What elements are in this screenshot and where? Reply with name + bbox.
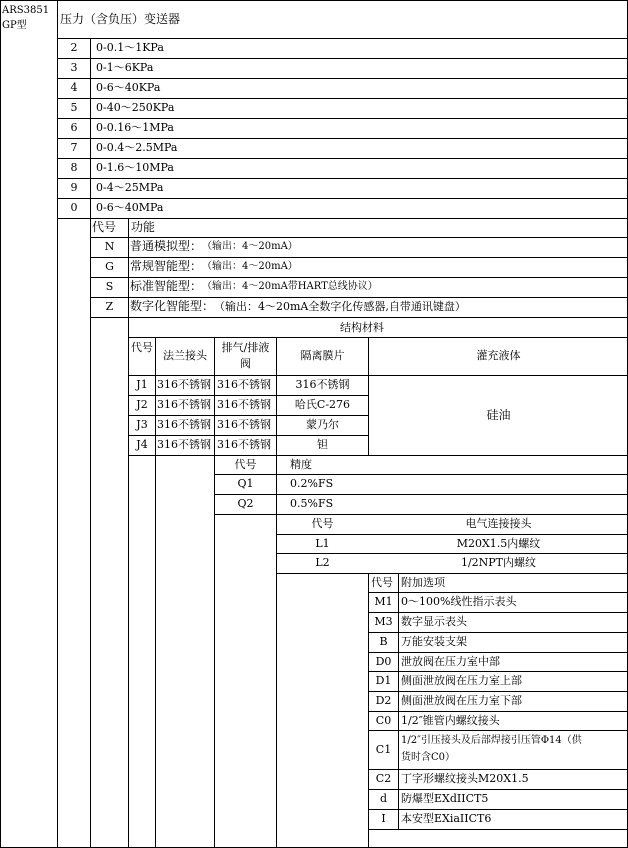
electrical-code: L2 [315, 556, 330, 569]
option-text: 0～100%线性指示表头 [401, 595, 517, 608]
function-code-header: 代号 [92, 220, 117, 234]
divider [368, 829, 628, 830]
divider [57, 158, 628, 159]
material-flange: 316不锈钢 [157, 398, 211, 411]
option-text-line2: 货时含C0） [401, 752, 456, 763]
divider [90, 317, 628, 318]
material-flange: 316不锈钢 [157, 378, 211, 391]
range-value: 0-6～40KPa [96, 81, 161, 94]
material-vent: 316不锈钢 [217, 418, 271, 431]
function-label: 标准智能型： [130, 279, 203, 293]
electrical-value: M20X1.5内螺纹 [456, 537, 541, 550]
range-value: 0-1.6～10MPa [96, 161, 174, 174]
range-code: 7 [70, 141, 78, 154]
divider [90, 277, 628, 278]
function-output: （输出：4～20mA全数字化传感器,自带通讯键盘） [214, 300, 466, 313]
divider [368, 671, 628, 672]
option-text: 1/2″锥管内螺纹接头 [401, 714, 500, 727]
option-text: 泄放阀在压力室中部 [401, 655, 500, 668]
material-diaphragm: 蒙乃尔 [306, 418, 339, 431]
range-code: 9 [70, 181, 78, 194]
divider [57, 118, 628, 119]
range-value: 0-0.4～2.5MPa [96, 141, 178, 154]
divider [128, 395, 368, 396]
divider [57, 198, 628, 199]
divider [368, 612, 628, 613]
material-diaphragm: 316不锈钢 [295, 378, 350, 391]
divider [57, 58, 628, 59]
option-code: I [381, 812, 386, 825]
material-diaphragm: 钽 [317, 438, 328, 451]
range-value: 0-40～250KPa [96, 101, 175, 114]
divider [368, 789, 628, 790]
option-text: 1/2″引压接头及后部焊接引压管Φ14（供 [401, 735, 582, 746]
accuracy-header: 精度 [290, 458, 312, 471]
option-code: M1 [374, 595, 393, 608]
option-code: B [379, 635, 388, 648]
option-code: D0 [375, 655, 392, 668]
option-text: 丁字形螺纹接头M20X1.5 [401, 772, 529, 785]
option-code: C1 [375, 743, 392, 756]
divider [368, 711, 628, 712]
function-label: 常规智能型： [130, 259, 203, 273]
electrical-code-header: 代号 [311, 517, 334, 530]
material-vent: 316不锈钢 [217, 398, 271, 411]
divider [368, 730, 628, 731]
model-type: GP型 [2, 20, 27, 31]
option-text: 防爆型EXdIICT5 [401, 792, 489, 805]
option-code: D2 [375, 694, 392, 707]
accuracy-code: Q2 [237, 497, 254, 510]
function-code: G [105, 260, 114, 273]
material-diaphragm-header: 隔离膜片 [300, 349, 345, 362]
divider [128, 218, 129, 848]
page-title: 压力（含负压）变送器 [60, 12, 181, 26]
material-code: J4 [136, 438, 148, 451]
range-value: 0-6～40MPa [96, 201, 164, 214]
option-code: M3 [374, 615, 393, 628]
material-vent-header: 排气/排液 [221, 341, 270, 354]
material-vent-header-2: 阀 [240, 357, 251, 370]
option-text: 侧面泄放阀在压力室上部 [401, 674, 522, 687]
divider [128, 415, 368, 416]
divider [128, 435, 368, 436]
divider [155, 337, 156, 848]
divider [57, 218, 628, 219]
material-title: 结构材料 [340, 321, 384, 334]
option-text: 数字显示表头 [401, 615, 467, 628]
divider [368, 632, 628, 633]
divider [276, 553, 628, 554]
divider [57, 78, 628, 79]
options-header: 附加选项 [401, 576, 445, 589]
divider [276, 337, 277, 848]
range-code: 6 [70, 121, 78, 134]
function-code: S [105, 280, 114, 293]
divider [90, 297, 628, 298]
frame-left [0, 0, 1, 848]
divider [90, 257, 628, 258]
divider [368, 592, 628, 593]
divider [368, 769, 628, 770]
material-code-header: 代号 [131, 341, 153, 354]
function-code: Z [105, 300, 114, 313]
function-output: （输出：4～20mA） [202, 261, 298, 272]
material-flange-header: 法兰接头 [163, 349, 207, 362]
range-code: 3 [70, 61, 78, 74]
range-code: 5 [70, 101, 78, 114]
function-header: 功能 [131, 220, 156, 234]
electrical-code: L1 [315, 537, 330, 550]
material-code: J2 [136, 398, 148, 411]
divider [368, 809, 628, 810]
option-code: D1 [375, 674, 392, 687]
material-code: J1 [136, 378, 148, 391]
range-value: 0-0.16～1MPa [96, 121, 174, 134]
divider [368, 691, 628, 692]
model-number: ARS3851 [2, 5, 50, 16]
material-flange: 316不锈钢 [157, 418, 211, 431]
frame-top [0, 0, 628, 1]
divider [57, 38, 628, 39]
function-code: N [104, 240, 115, 253]
material-flange: 316不锈钢 [157, 438, 211, 451]
divider [128, 455, 628, 456]
function-output: （输出：4～20mA带HART总线协议） [202, 281, 378, 292]
range-value: 0-4～25MPa [96, 181, 164, 194]
range-value: 0-0.1～1KPa [96, 41, 164, 54]
accuracy-value: 0.5%FS [290, 497, 334, 510]
option-code: C0 [375, 714, 392, 727]
material-vent: 316不锈钢 [217, 378, 271, 391]
electrical-header: 电气连接接头 [465, 517, 532, 530]
electrical-value: 1/2NPT内螺纹 [460, 556, 537, 569]
range-value: 0-1～6KPa [96, 61, 154, 74]
divider [90, 237, 628, 238]
accuracy-code: Q1 [237, 477, 254, 490]
divider [276, 534, 628, 535]
divider [214, 494, 628, 495]
range-code: 8 [70, 161, 78, 174]
divider [57, 98, 628, 99]
divider [57, 138, 628, 139]
accuracy-code-header: 代号 [234, 458, 257, 471]
divider [214, 337, 215, 848]
material-diaphragm: 哈氏C-276 [294, 398, 351, 411]
range-code: 2 [70, 41, 78, 54]
range-code: 4 [70, 81, 78, 94]
material-vent: 316不锈钢 [217, 438, 271, 451]
divider [214, 514, 628, 515]
option-text: 本安型EXiaIICT6 [401, 812, 492, 825]
function-output: （输出：4～20mA） [202, 241, 298, 252]
option-text: 侧面泄放阀在压力室下部 [401, 694, 522, 707]
function-label: 普通模拟型： [130, 239, 203, 253]
option-text: 万能安装支架 [401, 635, 467, 648]
material-fill-header: 灌充液体 [476, 349, 521, 362]
divider [276, 573, 628, 574]
divider [57, 178, 628, 179]
options-code-header: 代号 [371, 576, 393, 589]
divider [128, 375, 628, 376]
divider [368, 652, 628, 653]
option-code: C2 [375, 772, 392, 785]
fill-liquid: 硅油 [486, 408, 511, 422]
function-label: 数字化智能型： [130, 299, 215, 313]
divider [90, 38, 91, 848]
accuracy-value: 0.2%FS [290, 477, 334, 490]
divider [214, 474, 628, 475]
range-code: 0 [70, 201, 78, 214]
divider [128, 337, 628, 338]
option-code: d [379, 792, 388, 805]
material-code: J3 [136, 418, 148, 431]
